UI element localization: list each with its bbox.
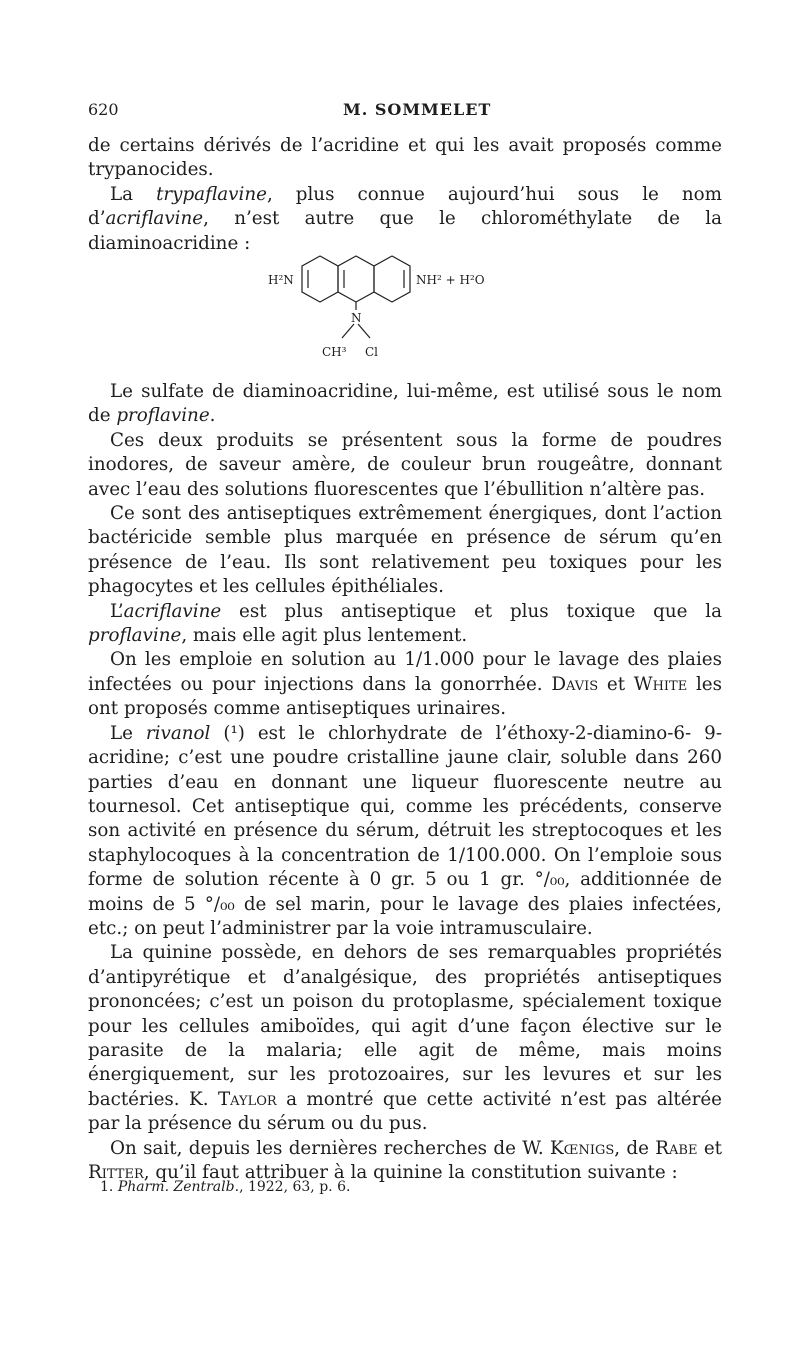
formula-drawing [88,248,722,373]
page-header [88,100,722,122]
paragraph-5: Ce sont des antiseptiques extrêmement énergiques, dont l’action bactéricide semble plus marquée en présence de sérum qu’en présence de l’eau. Ils sont relativement peu toxiques pour les phagocytes et les cellules épithéliales. [88,503,722,598]
formula-ch3: CH³ [322,345,347,359]
formula-cl: Cl [365,345,379,359]
p2-trypaflavine: trypaflavine [156,183,267,205]
p2-text-c: , plus connue aujourd’hui sous le nom d’ [88,183,722,230]
paragraph-8 [88,722,722,942]
formula-right-group: NH² + H²O [416,273,485,287]
paragraph-6 [88,600,722,649]
p6-text-a: L’ [110,600,124,622]
p3-proflavine: proflavine [116,405,210,427]
bond-cl [358,324,370,338]
p10-text-e: et [697,1137,722,1159]
p2-text-a: La [110,183,157,205]
paragraph-7 [88,648,722,721]
p2-text-e: , n’est autre que le chlorométhylate de la diaminoacridine : [88,208,722,254]
p2-acriflavine: acriflavine [105,208,204,230]
p7-text-e: les ont proposés comme antiseptiques urinaires. [88,673,722,720]
p8-rivanol: rivanol [145,722,211,744]
p3-text-a: Le sulfate de diaminoacridine, lui-même, est utilisé sous le nom de [88,381,722,427]
formula-left-group: H²N [268,273,294,287]
footnote [100,1178,720,1196]
p10-author-ritter: Ritter [88,1162,144,1183]
p7-text-c: et [598,673,634,695]
p10-author-rabe: Rabe [655,1137,698,1159]
p10-author-koenigs: Kœnigs [550,1137,615,1159]
paragraph-1: de certains dérivés de l’acridine et qui les avait proposés comme trypanocides. [88,135,722,181]
p8-text-c: (¹) est le chlorhydrate de l’éthoxy-2-diamino-6- 9-acridine; c’est une poudre cristalline jaune clair, soluble dans 260 parties d’eau en donnant une liqueur fluorescente neutre au tournesol. Cet antiseptique qui, comme les précédents, conserve son activité en présence du sérum, détruit les streptocoques et les staphylocoques à la concentration de 1/100.000. On l’emploie sous forme de solution récente à 0 gr. 5 ou 1 gr. °/₀₀, additionnée de moins de 5 °/₀₀ de sel marin, pour le lavage des plaies infectées, etc.; on peut l’administrer par la voie intramusculaire. [88,722,722,939]
p7-text-a: On les emploie en solution au 1/1.000 pour le lavage des plaies infectées ou pour injections dans la gonorrhée. [88,649,722,695]
p3-text-c: . [209,405,216,427]
p9-author-taylor: Taylor [217,1088,277,1110]
p7-author-white: White [633,673,688,695]
paragraph-9 [88,941,722,1136]
p6-text-e: , mais elle agit plus lentement. [181,625,468,647]
page-number: 620 [88,100,119,119]
p10-text-c: , de [614,1137,656,1159]
text-top [88,134,722,256]
bond-ch3 [342,324,354,338]
p7-author-davis: Davis [551,673,599,695]
chemical-formula [88,248,722,373]
p9-text-c: a montré que cette activité n’est pas altérée par la présence du sérum ou du pus. [88,1088,722,1135]
p6-acriflavine: acriflavine [123,600,222,622]
paragraph-4: Ces deux produits se présentent sous la forme de poudres inodores, de saveur amère, de couleur brun rougeâtre, donnant avec l’eau des solutions fluorescentes que l’ébullition n’altère pas. [88,429,722,500]
footnote-rest: , 1922, 63, p. 6. [239,1179,351,1195]
p10-text-g: , qu’il faut attribuer à la quinine la constitution suivante : [143,1162,678,1183]
formula-nitrogen: N [351,311,362,325]
footnote-number: 1. [100,1179,114,1195]
text-body [88,380,722,1185]
p6-proflavine: proflavine [88,625,182,647]
footnote-source: Pharm. Zentralb. [117,1179,240,1195]
running-head: M. SOMMELET [343,100,492,119]
p8-text-a: Le [110,722,146,744]
paragraph-3 [88,380,722,429]
p9-text-a: La quinine possède, en dehors de ses remarquables propriétés d’antipyrétique et d’analgésique, des propriétés antiseptiques prononcées; c’est un poison du protoplasme, spécialement toxique pour les cellules amiboïdes, qui agit d’une façon élective sur le parasite de la malaria; elle agit de même, mais moins énergiquement, sur les protozoaires, sur les levures et sur les bactéries. K. [88,942,722,1110]
acridine-rings [302,256,410,338]
paragraph-2 [88,183,722,256]
p6-text-c: est plus antiseptique et plus toxique que la [221,600,722,622]
p10-text-a: On sait, depuis les dernières recherches de W. [110,1137,550,1159]
